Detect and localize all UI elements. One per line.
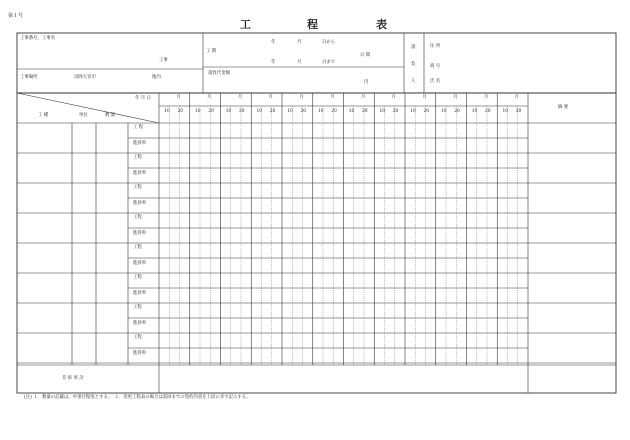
- row-rate-label: 進捗率: [133, 291, 147, 296]
- title-char-2: 程: [307, 18, 318, 31]
- day-10-label: 10: [471, 109, 478, 114]
- day-20-label: 20: [177, 109, 184, 114]
- contractor-char-3: 人: [411, 79, 416, 84]
- trade-name-label: 商 号: [430, 64, 441, 69]
- col-qty-label: 数 量: [105, 113, 116, 118]
- day-10-label: 10: [318, 109, 324, 114]
- row-work-label: 工程: [133, 305, 142, 310]
- day-20-label: 20: [485, 109, 491, 114]
- site-value: 房除大宮市: [74, 75, 96, 80]
- row-work-label: 工程: [133, 245, 142, 250]
- footnote: (注) １．数量の記載は、中項目程度とする。 ２．変更工程表の場合は前回までの契約内容を上段に赤で記入する。: [24, 395, 251, 400]
- day-10-label: 10: [256, 109, 263, 114]
- period-label: 工 期: [206, 49, 217, 54]
- day-10-label: 10: [225, 109, 232, 114]
- site-suffix: 地内: [152, 75, 161, 80]
- period-from-month: 月: [297, 40, 302, 45]
- row-rate-label: 進捗率: [133, 321, 147, 326]
- row-rate-label: 進捗率: [133, 351, 147, 356]
- month-label: 月: [453, 95, 458, 100]
- day-10-label: 10: [379, 109, 386, 114]
- month-label: 月: [268, 95, 274, 100]
- row-rate-label: 進捗率: [133, 201, 147, 206]
- work-suffix: 工事: [159, 58, 168, 63]
- period-from-year: 年: [271, 40, 276, 45]
- month-label: 月: [360, 95, 366, 100]
- month-label: 月: [330, 95, 335, 100]
- col-work-label: 工 種: [38, 113, 49, 118]
- period-to-day: 日まで: [322, 60, 336, 65]
- day-20-label: 20: [392, 109, 399, 114]
- work-number-name-label: 工事番号、工事名: [20, 36, 56, 41]
- period-to-year: 年: [271, 60, 276, 65]
- row-rate-label: 進捗率: [133, 231, 147, 236]
- row-work-label: 工程: [133, 275, 142, 280]
- day-10-label: 10: [410, 109, 416, 114]
- row-rate-label: 進捗率: [133, 141, 147, 146]
- row-work-label: 工程: [133, 215, 142, 220]
- remarks-label: 摘 要: [558, 105, 569, 110]
- day-10-label: 10: [502, 109, 509, 114]
- day-10-label: 10: [348, 109, 355, 114]
- amount-label: 請負代金額: [208, 71, 230, 76]
- month-label: 月: [299, 95, 304, 100]
- row-work-label: 工 程: [133, 125, 144, 130]
- period-days: 日 間: [360, 53, 371, 58]
- form-number: 第１号: [8, 13, 24, 19]
- day-10-label: 10: [164, 109, 170, 114]
- month-label: 月: [176, 95, 181, 100]
- contractor-char-1: 請: [411, 45, 416, 50]
- day-20-label: 20: [239, 109, 245, 114]
- month-label: 月: [514, 95, 520, 100]
- month-label: 月: [422, 95, 427, 100]
- day-10-label: 10: [441, 109, 447, 114]
- day-20-label: 20: [515, 109, 522, 114]
- row-rate-label: 進捗率: [133, 261, 147, 266]
- row-rate-label: 進捗率: [133, 171, 147, 176]
- day-20-label: 20: [300, 109, 307, 114]
- day-20-label: 20: [269, 109, 276, 114]
- month-label: 月: [237, 95, 243, 100]
- row-work-label: 工程: [133, 155, 142, 160]
- title-char-3: 表: [376, 18, 387, 31]
- site-label: 工事場所: [20, 75, 38, 80]
- col-unit-label: 単位: [79, 113, 88, 118]
- day-20-label: 20: [423, 109, 430, 114]
- day-20-label: 20: [362, 109, 368, 114]
- day-20-label: 20: [331, 109, 337, 114]
- day-10-label: 10: [287, 109, 293, 114]
- address-label: 住 所: [430, 44, 441, 49]
- row-work-label: 工程: [133, 185, 142, 190]
- day-10-label: 10: [195, 109, 201, 114]
- row-work-label: 工程: [133, 335, 142, 340]
- month-label: 月: [207, 95, 212, 100]
- day-20-label: 20: [454, 109, 460, 114]
- contractor-char-2: 負: [411, 62, 416, 67]
- month-label: 月: [483, 95, 489, 100]
- day-20-label: 20: [208, 109, 214, 114]
- month-label: 月: [391, 95, 397, 100]
- title-char-1: 工: [240, 18, 251, 31]
- footer-total-label: 差 捗 率 計: [62, 376, 84, 381]
- person-name-label: 氏 名: [430, 79, 441, 84]
- period-from-day: 日から: [322, 40, 336, 45]
- ymd-label: 年 月 日: [135, 96, 151, 101]
- period-to-month: 月: [297, 60, 302, 65]
- yen-label: 円: [364, 80, 369, 85]
